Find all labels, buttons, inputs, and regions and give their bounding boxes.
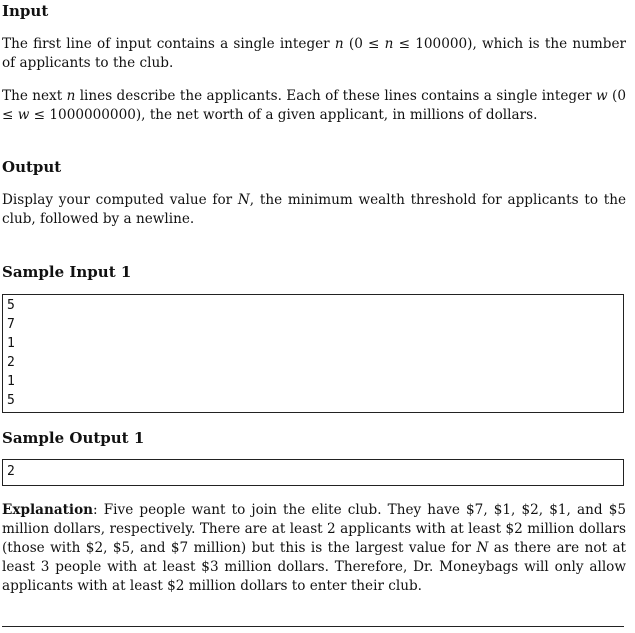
math-var: N <box>237 192 250 208</box>
text-span: as there are not at least 3 people with at least $3 million dollars. Therefore, Dr. Moneybags will only allow applicants with at least $2 million dollars to enter their club. <box>2 540 627 594</box>
sample-input-box <box>2 294 624 413</box>
sample-output-line: 2 <box>7 464 15 479</box>
sample-input-line: 7 <box>7 317 15 332</box>
input-description-2 <box>2 87 626 125</box>
sample-input-line: 5 <box>7 298 15 313</box>
sample-output-heading: Sample Output 1 <box>2 429 145 447</box>
explanation-paragraph <box>2 501 626 596</box>
text-span: ≤ 1000000000), the net worth of a given applicant, in millions of dollars. <box>29 107 538 123</box>
text-span: : Five people want to join the elite club. They have $7, $1, $2, $1, and $5 million dollars, respectively. There are at least 2 applicants with at least $2 million dollars (those with $2, $5, and $7 million) but this is the largest value for <box>2 502 626 556</box>
text-span: ≤ 100000), which is the number of applicants to the club. <box>2 36 626 71</box>
input-heading: Input <box>2 2 49 20</box>
output-heading: Output <box>2 158 62 176</box>
text-span: The next <box>2 88 67 104</box>
sample-input-line: 5 <box>7 393 15 408</box>
input-description-1 <box>2 35 626 73</box>
sample-output-box <box>2 459 624 486</box>
text-span: lines describe the applicants. Each of these lines contains a single integer <box>75 88 597 104</box>
explanation-label: Explanation <box>2 502 94 518</box>
sample-input-line: 2 <box>7 355 15 370</box>
sample-input-line: 1 <box>7 374 15 389</box>
bottom-divider <box>2 626 624 627</box>
math-var: n <box>66 88 76 104</box>
math-var: n <box>334 36 344 52</box>
math-var: N <box>476 540 489 556</box>
math-var: w <box>17 107 30 123</box>
text-span: , the minimum wealth threshold for applicants to the club, followed by a newline. <box>2 192 627 227</box>
math-var: w <box>596 88 608 104</box>
output-description <box>2 191 626 229</box>
text-span: (0 ≤ <box>343 36 385 52</box>
sample-input-line: 1 <box>7 336 15 351</box>
text-span: The first line of input contains a single integer <box>2 36 335 52</box>
text-span: Display your computed value for <box>2 192 238 208</box>
sample-input-heading: Sample Input 1 <box>2 263 132 281</box>
math-var: n <box>384 36 394 52</box>
text-span: (0 ≤ <box>2 88 627 123</box>
